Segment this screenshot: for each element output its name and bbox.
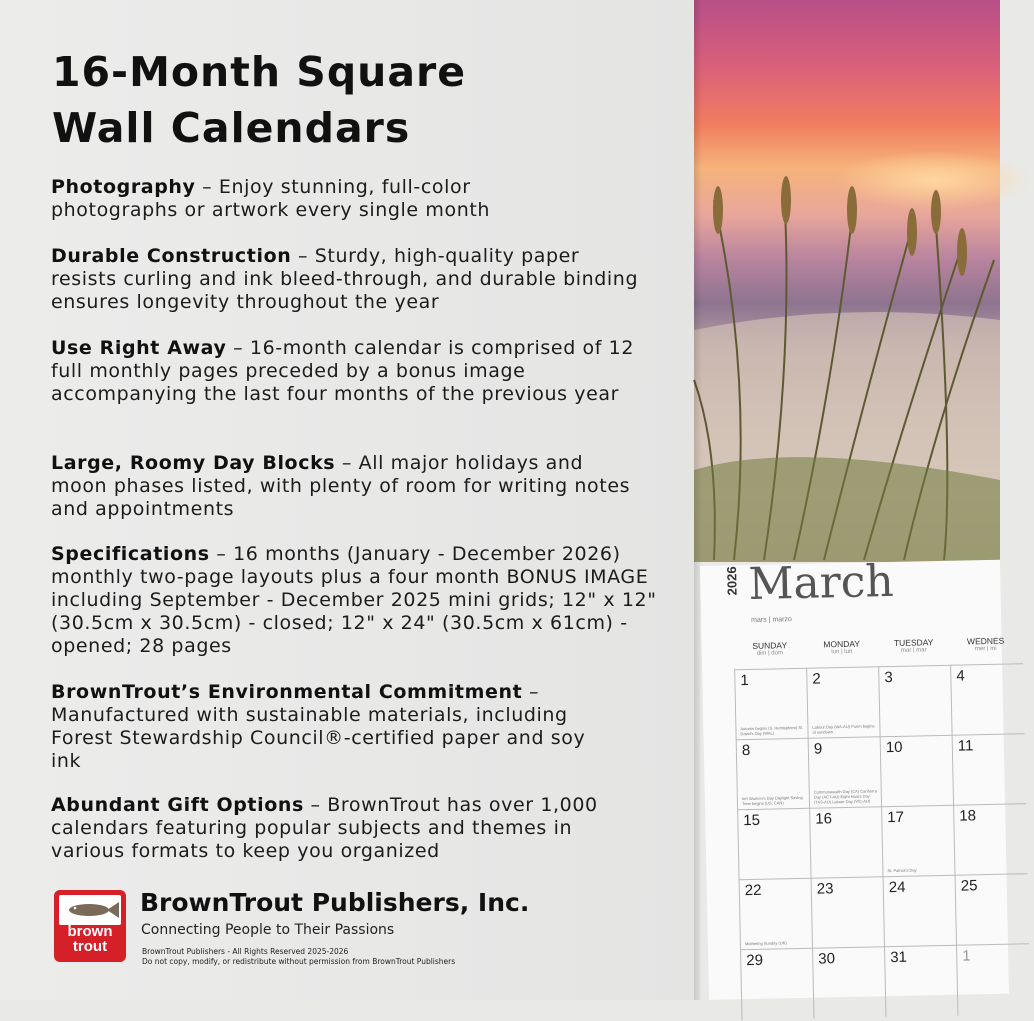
weekday-sub: lun | lun <box>831 648 853 656</box>
weekday-sub: mer | mi <box>974 645 997 653</box>
day-cell <box>734 668 808 741</box>
day-cell <box>812 946 886 1019</box>
calendar-month-translations: mars | marzo <box>751 616 792 624</box>
day-number: 17 <box>887 808 905 827</box>
sunset-beach-photo <box>694 0 1000 562</box>
weekday-monday <box>806 638 878 656</box>
day-number: 24 <box>888 878 906 897</box>
weekday-tuesday <box>878 637 950 655</box>
day-number: 9 <box>813 740 823 758</box>
weekday-label: WEDNES <box>966 635 1005 647</box>
day-cell <box>880 735 954 808</box>
day-number: 25 <box>960 877 978 895</box>
day-number: 15 <box>743 811 761 830</box>
page-title <box>52 44 672 156</box>
feature-heading: Durable Construction <box>51 245 292 267</box>
feature-heading: Photography <box>51 176 196 198</box>
feature-durable <box>51 245 641 314</box>
day-number: 31 <box>890 948 908 967</box>
feature-specifications <box>51 543 661 658</box>
page-fold <box>694 0 702 1000</box>
day-note: Commonwealth Day (CA) Canberra Day (ACT-AU) Eight Hours Day (TAS-AU) Labour Day (VIC-AU) <box>813 788 877 805</box>
publisher-name: BrownTrout Publishers, Inc. <box>140 888 530 917</box>
day-cell <box>736 738 810 811</box>
day-number: 2 <box>812 670 821 688</box>
day-number: 16 <box>815 810 833 828</box>
day-note: Int'l Women's Day Daylight Saving Time begins (US, CAN) <box>741 794 803 807</box>
day-cell <box>737 808 811 881</box>
day-number: 22 <box>744 881 762 900</box>
feature-photography <box>51 176 531 222</box>
legal-line-1: BrownTrout Publishers - All Rights Reserved 2025-2026 <box>142 947 349 956</box>
feature-heading: Large, Roomy Day Blocks <box>51 452 336 474</box>
logo-line-2: trout <box>72 938 108 955</box>
fish-icon <box>59 895 121 925</box>
day-cell <box>956 943 1030 1016</box>
feature-text: – All major holidays and moon phases listed, with plenty of room for writing notes and appointments <box>51 452 631 520</box>
day-number: 23 <box>816 880 834 898</box>
feature-heading: Specifications <box>51 543 210 565</box>
day-cell <box>950 663 1024 736</box>
logo-wordmark <box>54 924 126 954</box>
logo-line-1: brown <box>67 923 113 940</box>
sea-oats-grass <box>694 0 1000 562</box>
day-number: 8 <box>741 741 751 760</box>
day-note: Mothering Sunday (UK) <box>744 940 787 947</box>
day-note: Autumn begins (S. Hemisphere) St. David's Day (WAL) <box>740 724 804 737</box>
day-cell <box>811 876 885 949</box>
browntrout-logo <box>54 890 126 962</box>
feature-heading: Use Right Away <box>51 337 227 359</box>
calendar-month: March <box>747 555 895 610</box>
feature-environment <box>51 681 591 773</box>
day-number: 4 <box>956 667 965 685</box>
publisher-tagline: Connecting People to Their Passions <box>141 922 395 938</box>
day-note: Labour Day (WA-AU) Purim begins at sundown <box>812 723 875 735</box>
calendar-page <box>700 555 1009 1000</box>
day-number: 11 <box>957 737 974 755</box>
title-line-1: 16-Month Square <box>52 48 467 96</box>
day-number: 29 <box>746 951 764 970</box>
day-number: 1 <box>740 672 749 690</box>
day-note: St. Patrick's Day <box>887 867 917 874</box>
day-cell <box>806 666 880 739</box>
feature-text: – 16 months (January - December 2026) monthly two-page layouts plus a four month BONUS IMAGE including September - December 2025 mini grids; 12" x 12" (30.5cm x 30.5cm) - closed; 12" x 24" (30.5cm x 61cm) - opened; 28 pages <box>51 543 657 657</box>
day-cell <box>740 948 814 1021</box>
day-cell <box>881 805 955 878</box>
feature-text: – BrownTrout has over 1,000 calendars featuring popular subjects and themes in various formats to keep you organized <box>51 794 598 862</box>
day-cell <box>953 803 1027 876</box>
publisher-block <box>54 890 674 990</box>
day-number: 1 <box>962 947 971 965</box>
feature-day-blocks <box>51 452 641 521</box>
weekday-sunday <box>734 640 806 658</box>
day-cell <box>955 873 1029 946</box>
day-number: 3 <box>884 668 893 687</box>
feature-text: – Sturdy, high-quality paper resists curling and ink bleed-through, and durable binding ensures longevity throughout the year <box>51 245 639 313</box>
feature-use-right-away <box>51 337 641 406</box>
calendar-year: 2026 <box>724 566 740 596</box>
day-number: 10 <box>885 738 903 757</box>
legal-notice <box>142 947 455 967</box>
day-cell <box>878 665 952 738</box>
day-cell <box>808 736 882 809</box>
legal-line-2: Do not copy, modify, or redistribute without permission from BrownTrout Publishers <box>142 957 456 966</box>
feature-gift-options <box>51 794 651 863</box>
feature-heading: Abundant Gift Options <box>51 794 304 816</box>
title-line-2: Wall Calendars <box>52 104 411 152</box>
day-cell <box>883 875 957 948</box>
feature-text: – 16-month calendar is comprised of 12 full monthly pages preceded by a bonus image accompanying the last four months of the previous year <box>51 337 635 405</box>
feature-text: – Enjoy stunning, full-color photographs or artwork every single month <box>51 176 491 221</box>
weekday-label: TUESDAY <box>893 637 934 648</box>
weekday-wednesday <box>950 635 1022 653</box>
weekday-label: MONDAY <box>823 638 861 650</box>
weekday-sub: dim | dom <box>756 650 784 657</box>
day-number: 30 <box>818 950 836 968</box>
day-cell <box>739 878 813 951</box>
weekday-label: SUNDAY <box>752 640 788 651</box>
feature-heading: BrownTrout’s Environmental Commitment <box>51 681 523 703</box>
day-cell <box>952 733 1026 806</box>
day-number: 18 <box>959 807 977 825</box>
weekday-sub: mar | mar <box>900 647 927 654</box>
day-cell <box>884 945 958 1018</box>
day-cell <box>809 806 883 879</box>
feature-text: – Manufactured with sustainable materials, including Forest Stewardship Council®-certified paper and soy ink <box>51 681 586 772</box>
